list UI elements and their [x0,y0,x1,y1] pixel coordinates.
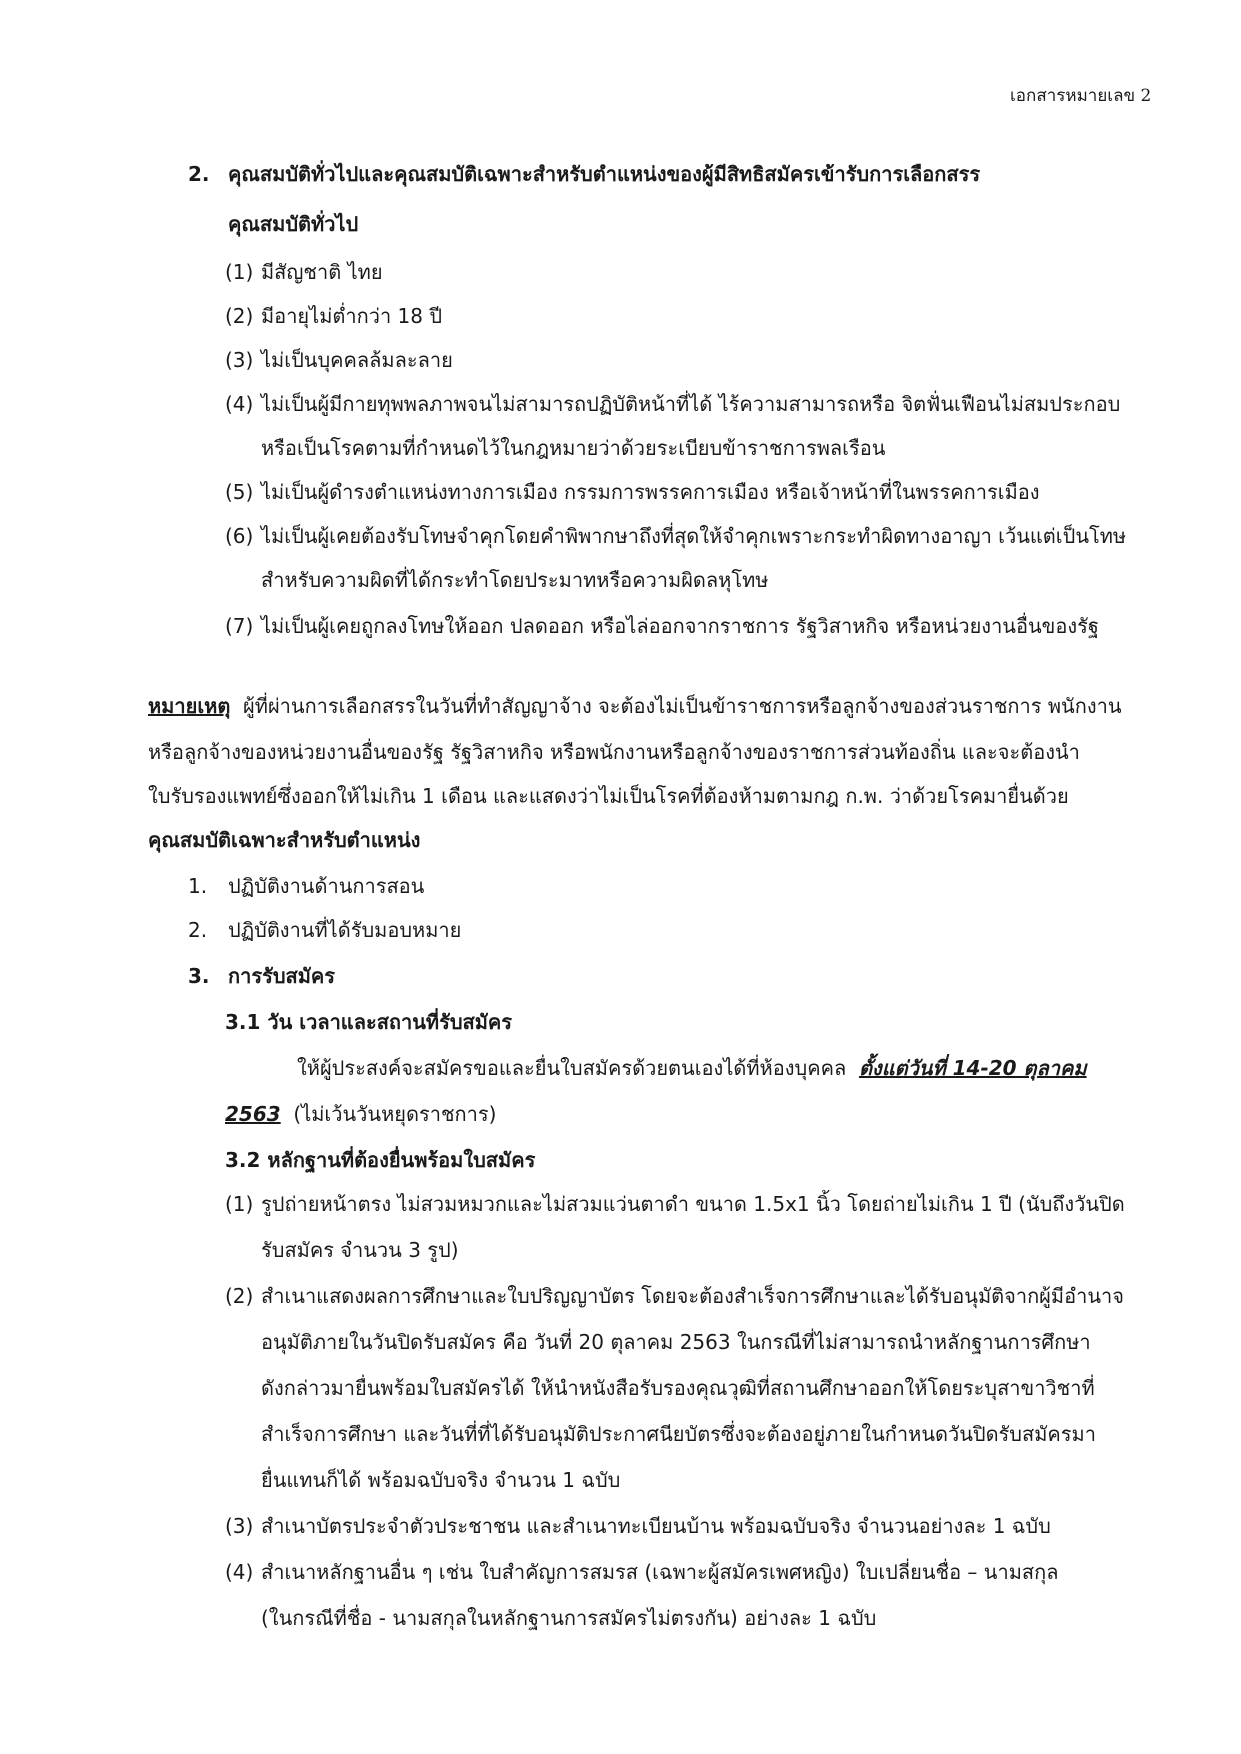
specific-qualifications-title: คุณสมบัติเฉพาะสำหรับตำแหน่ง [148,828,421,852]
note-line: ใบรับรองแพทย์ซึ่งออกให้ไม่เกิน 1 เดือน และแสดงว่าไม่เป็นโรคที่ต้องห้ามตามกฎ ก.พ. ว่าด้วยโรคมายื่นด้วย [148,784,1069,808]
qualification-item-continuation: หรือเป็นโรคตามที่กำหนดไว้ในกฎหมายว่าด้วยระเบียบข้าราชการพลเรือน [261,436,886,460]
document-item-continuation: ดังกล่าวมายื่นพร้อมใบสมัครได้ ให้นำหนังสือรับรองคุณวุฒิที่สถานศึกษาออกให้โดยระบุสาขาวิชาที่ [261,1376,1095,1400]
section-3-heading: 3. การรับสมัคร [188,964,336,988]
application-period-line: ให้ผู้ประสงค์จะสมัครขอและยื่นใบสมัครด้วยตนเองได้ที่ห้องบุคคล ตั้งแต่วันที่ 14-20 ตุลาคม [297,1056,1087,1080]
document-item: (1) รูปถ่ายหน้าตรง ไม่สวมหมวกและไม่สวมแว่นตาดำ ขนาด 1.5x1 นิ้ว โดยถ่ายไม่เกิน 1 ปี (นับถึงวันปิด [225,1192,1125,1216]
qualification-item: (4) ไม่เป็นผู้มีกายทุพพลภาพจนไม่สามารถปฏิบัติหน้าที่ได้ ไร้ความสามารถหรือ จิตฟั่นเฟือนไม่สมประกอบ [225,392,1121,416]
qualification-item: (2) มีอายุไม่ต่ำกว่า 18 ปี [225,304,443,328]
document-item-continuation: อนุมัติภายในวันปิดรับสมัคร คือ วันที่ 20 ตุลาคม 2563 ในกรณีที่ไม่สามารถนำหลักฐานการศึกษา [261,1330,1091,1354]
document-item-continuation: รับสมัคร จำนวน 3 รูป) [261,1238,459,1262]
qualification-item: (6) ไม่เป็นผู้เคยต้องรับโทษจำคุกโดยคำพิพากษาถึงที่สุดให้จำคุกเพราะกระทำผิดทางอาญา เว้นแต่เป็นโทษ [225,524,1127,548]
document-item-continuation: (ในกรณีที่ชื่อ - นามสกุลในหลักฐานการสมัครไม่ตรงกัน) อย่างละ 1 ฉบับ [261,1606,877,1630]
application-period-line: 2563 (ไม่เว้นวันหยุดราชการ) [225,1102,497,1126]
qualification-item: (7) ไม่เป็นผู้เคยถูกลงโทษให้ออก ปลดออก หรือไล่ออกจากราชการ รัฐวิสาหกิจ หรือหน่วยงานอื่นของรัฐ [225,614,1099,638]
qualification-item-continuation: สำหรับความผิดที่ได้กระทำโดยประมาทหรือความผิดลหุโทษ [261,568,769,592]
specific-item: 1. ปฏิบัติงานด้านการสอน [188,874,425,898]
document-item-continuation: ยื่นแทนก็ได้ พร้อมฉบับจริง จำนวน 1 ฉบับ [261,1468,621,1492]
note-line: หรือลูกจ้างของหน่วยงานอื่นของรัฐ รัฐวิสาหกิจ หรือพนักงานหรือลูกจ้างของราชการส่วนท้องถิ่น และจะต้องนำ [148,740,1080,764]
document-item: (3) สำเนาบัตรประจำตัวประชาชน และสำเนาทะเบียนบ้าน พร้อมฉบับจริง จำนวนอย่างละ 1 ฉบับ [225,1514,1051,1538]
specific-item: 2. ปฏิบัติงานที่ได้รับมอบหมาย [188,918,462,942]
subsection-3-2-title: 3.2 หลักฐานที่ต้องยื่นพร้อมใบสมัคร [225,1148,536,1172]
general-qualifications-title: คุณสมบัติทั่วไป [228,212,359,236]
qualification-item: (1) มีสัญชาติ ไทย [225,260,383,284]
note-line: หมายเหตุ ผู้ที่ผ่านการเลือกสรรในวันที่ทำสัญญาจ้าง จะต้องไม่เป็นข้าราชการหรือลูกจ้างของส่วนราชการ พนักงาน [148,694,1122,718]
section-2-number: 2. [188,162,210,186]
qualification-item: (3) ไม่เป็นบุคคลล้มละลาย [225,348,453,372]
section-2-heading: คุณสมบัติทั่วไปและคุณสมบัติเฉพาะสำหรับตำแหน่งของผู้มีสิทธิสมัครเข้ารับการเลือกสรร [228,162,981,186]
document-number: เอกสารหมายเลข 2 [1010,86,1152,106]
note-label: หมายเหตุ [148,694,231,718]
subsection-3-1-title: 3.1 วัน เวลาและสถานที่รับสมัคร [225,1010,513,1034]
application-dates: ตั้งแต่วันที่ 14-20 ตุลาคม [858,1056,1087,1080]
document-item: (4) สำเนาหลักฐานอื่น ๆ เช่น ใบสำคัญการสมรส (เฉพาะผู้สมัครเพศหญิง) ใบเปลี่ยนชื่อ – นามสกุล [225,1560,1059,1584]
application-year: 2563 [225,1102,281,1126]
document-item: (2) สำเนาแสดงผลการศึกษาและใบปริญญาบัตร โดยจะต้องสำเร็จการศึกษาและได้รับอนุมัติจากผู้มีอำนาจ [225,1284,1124,1308]
document-item-continuation: สำเร็จการศึกษา และวันที่ที่ได้รับอนุมัติประกาศนียบัตรซึ่งจะต้องอยู่ภายในกำหนดวันปิดรับสมัครมา [261,1422,1096,1446]
qualification-item: (5) ไม่เป็นผู้ดำรงตำแหน่งทางการเมือง กรรมการพรรคการเมือง หรือเจ้าหน้าที่ในพรรคการเมือง [225,480,1040,504]
